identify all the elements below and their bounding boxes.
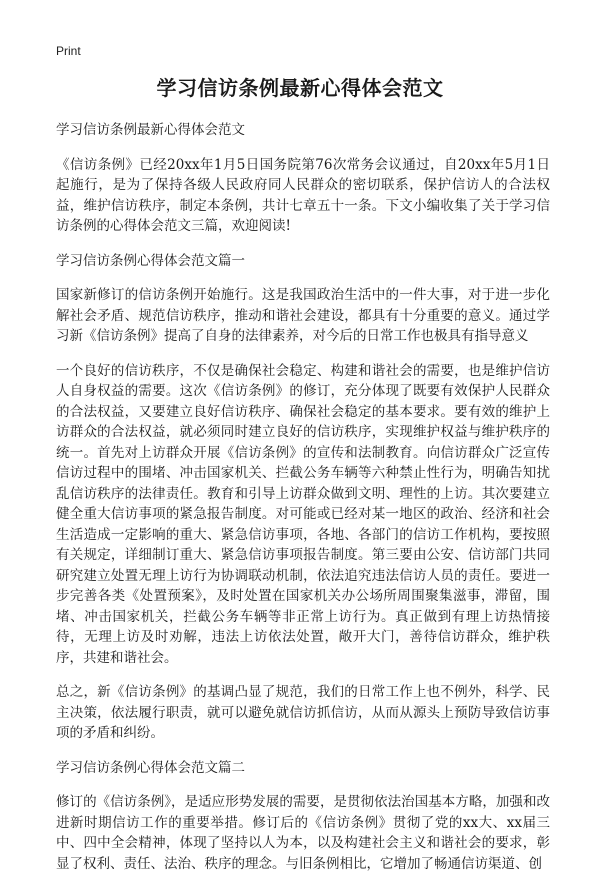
section-heading-2: 学习信访条例心得体会范文篇二 [56,759,245,776]
section-1-paragraph-1: 国家新修订的信访条例开始施行。这是我国政治生活中的一件大事，对于进一步化解社会矛盾、规范信访秩序，推动和谐社会建设，都具有十分重要的意义。通过学习新《信访条例》提高了自身的法律素养，对今后的日常工作也极具有指导意义 [56,287,550,344]
article-body [56,120,550,888]
section-1-paragraph-2: 一个良好的信访秩序，不仅是确保社会稳定、构建和谐社会的需要，也是维护信访人自身权益的需要。这次《信访条例》的修订，充分体现了既要有效保护人民群众的合法权益，又要建立良好信访秩序、确保社会稳定的基本要求。要有效的维护上访群众的合法权益，就必须同时建立良好的信访秩序，实现维护权益与维护秩序的统一。首先对上访群众开展《信访条例》的宣传和法制教育。向信访群众广泛宣传信访过程中的围堵、冲击国家机关、拦截公务车辆等六种禁止性行为，明确告知扰乱信访秩序的法律责任。教育和引导上访群众做到文明、理性的上访。其次要建立健全重大信访事项的紧急报告制度。对可能或已经对某一地区的政治、经济和社会生活造成一定影响的重大、紧急信访事项，各地、各部门的信访工作机构，要按照有关规定，详细制订重大、紧急信访事项报告制度。第三要由公安、信访部门共同研究建立处置无理上访行为协调联动机制，依法追究违法信访人员的责任。要进一步完善各类《处置预案》，及时处置在国家机关办公场所周围聚集滋事，滞留，围堵、冲击国家机关，拦截公务车辆等非正常上访行为。真正做到有理上访热情接待，无理上访及时劝解，违法上访依法处置，敞开大门，善待信访群众，维护秩序，共建和谐社会。 [56,362,550,666]
page-title: 学习信访条例最新心得体会范文 [156,76,444,100]
section-1-paragraph-3: 总之，新《信访条例》的基调凸显了规范，我们的日常工作上也不例外，科学、民主决策，依法履行职责，就可以避免就信访抓信访，从而从源头上预防导致信访事项的矛盾和纠纷。 [56,684,550,741]
print-link[interactable]: Print [56,44,81,58]
intro-paragraph: 《信访条例》已经20xx年1月5日国务院第76次常务会议通过，自20xx年5月1日起施行，是为了保持各级人民政府同人民群众的密切联系，保护信访人的合法权益，维护信访秩序，制定本条例，共计七章五十一条。下文小编收集了关于学习信访条例的心得体会范文三篇，欢迎阅读! [56,156,550,234]
intro-heading: 学习信访条例最新心得体会范文 [56,122,245,138]
section-2-paragraph-1: 修订的《信访条例》，是适应形势发展的需要，是贯彻依法治国基本方略，加强和改进新时期信访工作的重要举措。修订后的《信访条例》贯彻了党的xx大、xx届三中、四中全会精神，体现了坚持以人为本，以及构建社会主义和谐社会的要求，彰显了权利、责任、法治、秩序的理念。与旧条例相比，它增加了畅通信访渠道、创 [56,794,550,872]
section-heading-1: 学习信访条例心得体会范文篇一 [56,252,245,269]
